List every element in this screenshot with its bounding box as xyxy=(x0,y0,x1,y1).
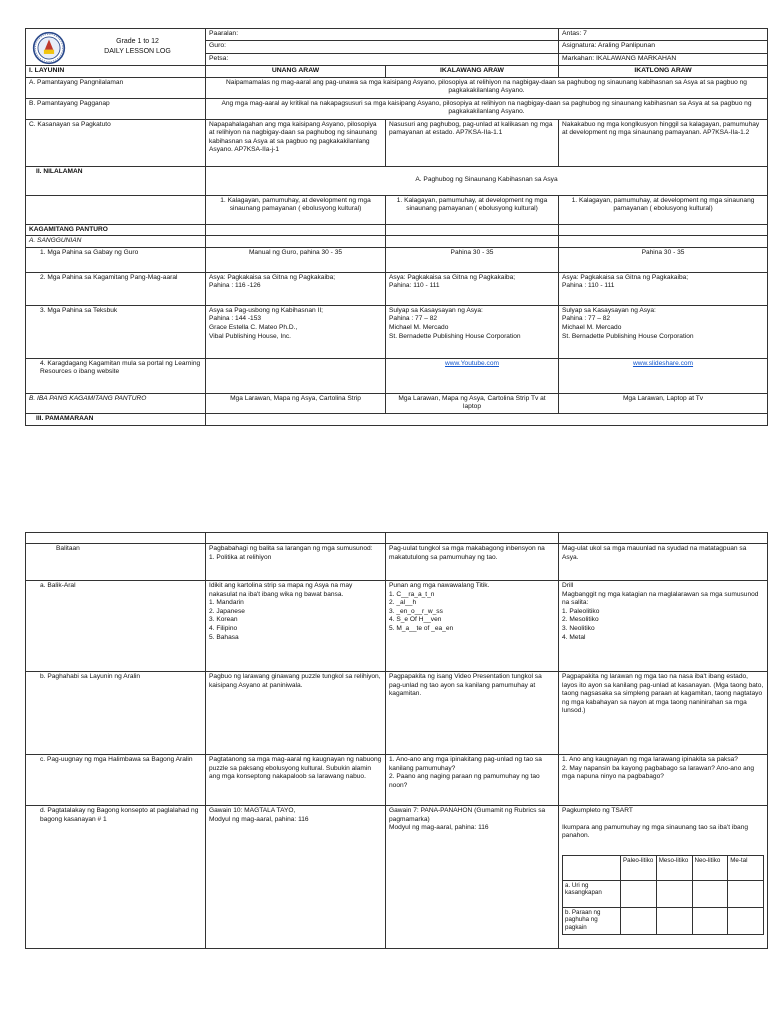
tsart-col-mesolitiko: Meso-litiko xyxy=(656,855,692,880)
teksbuk-row xyxy=(26,305,768,358)
pamamaraan-heading: III. PAMAMARAAN xyxy=(26,413,206,425)
kagamitan-row xyxy=(26,224,768,236)
dll-label: DAILY LESSON LOG xyxy=(104,48,171,55)
day3-cell: Drill Magbanggit ng mga katagian na maglalarawan sa mga sumusunod na salita: 1. Paleolitiko 2. Mesolitiko 3. Neolitiko 4. Metal xyxy=(559,581,768,672)
day2-cell: Punan ang mga nawawalang Titik. 1. C__ra_a_t_n 2. _al__h 3. _en_o__r_w_ss 4. S_e Of H__ven 5. M_a__te of _ea_en xyxy=(386,581,559,672)
row-label: B. Pamantayang Pagganap xyxy=(26,98,206,119)
lesson-log-page-1 xyxy=(25,28,767,426)
pagtatalakay-row xyxy=(26,806,768,949)
day2-cell: Gawain 7: PANA-PANAHON (Gumamit ng Rubrics sa pagmamarka) Modyul ng mag-aaral, pahina: 116 xyxy=(386,806,559,949)
sanggunian-heading: A. SANGGUNIAN xyxy=(26,236,206,248)
grade-label: Grade 1 to 12 xyxy=(116,38,159,45)
day2-cell: Mga Larawan, Mapa ng Asya, Cartolina Strip Tv at laptop xyxy=(386,393,559,413)
row-label: 1. Mga Pahina sa Gabay ng Guro xyxy=(26,247,206,272)
pamamaraan-row xyxy=(26,413,768,425)
youtube-link[interactable]: www.Youtube.com xyxy=(445,359,500,367)
layunin-heading: I. LAYUNIN xyxy=(26,66,206,78)
tsart-instruction: Ikumpara ang pamumuhay ng mga sinaunang tao sa iba't ibang panahon. xyxy=(562,823,749,840)
tsart-col-neolitiko: Neo-litiko xyxy=(692,855,728,880)
nilalaman-topic: A. Paghubog ng Sinaunang Kabihasnan sa Asya xyxy=(206,166,768,195)
pag-uugnay-row xyxy=(26,755,768,806)
tsart-cell[interactable] xyxy=(692,907,728,934)
day3-cell: Nakakabuo ng mga konglkusyon hinggil sa kalagayan, pamumuhay at development ng mga sinaunang pamayanan. AP7KSA-IIa-1.2 xyxy=(559,119,768,166)
balik-aral-row xyxy=(26,581,768,672)
row-label: d. Pagtatalakay ng Bagong konsepto at paglalahad ng bagong kasanayan # 1 xyxy=(26,806,206,949)
day3-cell: 1. Kalagayan, pamumuhay, at development ng mga sinaunang pamayanan ( ebolusyong kultural) xyxy=(559,195,768,224)
row-label: C. Kasanayan sa Pagkatuto xyxy=(26,119,206,166)
day2-cell: Pahina 30 - 35 xyxy=(386,247,559,272)
empty-header-row xyxy=(26,533,768,544)
day1-cell: 1. Kalagayan, pamumuhay, at development ng mga sinaunang pamayanan ( ebolusyong kultural) xyxy=(206,195,386,224)
day2-cell: 1. Kalagayan, pamumuhay, at development ng mga sinaunang pamayanan ( ebolusyong kultural) xyxy=(386,195,559,224)
lesson-log-table-1 xyxy=(25,28,768,426)
day2-cell: Sulyap sa Kasaysayan ng Asya: Pahina : 77 – 82 Michael M. Mercado St. Bernadette Publishing House Corporation xyxy=(386,305,559,358)
tsart-heading: Pagkumpleto ng TSART xyxy=(562,807,633,814)
nilalaman-sub-row xyxy=(26,195,768,224)
petsa-field[interactable]: Petsa: xyxy=(206,53,559,65)
row-content: Naipamamalas ng mag-aaral ang pag-unawa sa mga kaisipang Asyano, pilosopiya at relihiyon na nagbigay-daan sa paghubog ng sinaunang kabihasnan sa Asya at sa pagbuo ng pagkakakilanlang Asyano. xyxy=(206,77,768,98)
row-label: 3. Mga Pahina sa Teksbuk xyxy=(26,305,206,358)
header-row xyxy=(26,29,768,41)
kagamitang-mag-aaral-row xyxy=(26,272,768,305)
day2-cell: Pag-uulat tungkol sa mga makabagong inbensyon na makatutulong sa pamumuhay ng tao. xyxy=(386,544,559,581)
day3-cell: Sulyap sa Kasaysayan ng Asya: Pahina : 77 – 82 Michael M. Mercado St. Bernadette Publishing House Corporation xyxy=(559,305,768,358)
day1-cell: Pagbuo ng larawang ginawang puzzle tungkol sa relihiyon, kaisipang Asyano at paniniwala. xyxy=(206,672,386,755)
tsart-col-paleolitiko: Paleo-litiko xyxy=(621,855,657,880)
lesson-log-table-2 xyxy=(25,532,768,949)
day2-cell: 1. Ano-ano ang mga ipinakitang pag-unlad ng tao sa kanilang pamumuhay? 2. Paano ang naging paraan ng pamumuhay ng tao noon? xyxy=(386,755,559,806)
deped-seal-icon xyxy=(32,31,66,65)
day1-cell: Pagbabahagi ng balita sa larangan ng mga sumusunod: 1. Politika at relihiyon xyxy=(206,544,386,581)
row-content: Ang mga mag-aaral ay kritikal na nakapagsusuri sa mga kaisipang Asyano, pilosopiya at relihiyon na nagbigay-daan sa paghubog ng sinaunang kabihasnan sa Asya at sa pagbuo ng pagkakakilanlang Asyano. xyxy=(206,98,768,119)
tsart-table xyxy=(562,855,764,935)
lesson-log-page-2 xyxy=(25,532,767,949)
pamantayang-pagganap-row xyxy=(26,98,768,119)
tsart-row-label: b. Paraan ng paghuha ng pagkain xyxy=(563,907,621,934)
tsart-cell[interactable] xyxy=(692,880,728,907)
row-label: b. Paghahabi sa Layunin ng Aralin xyxy=(26,672,206,755)
day3-cell: Mga Larawan, Laptop at Tv xyxy=(559,393,768,413)
tsart-row xyxy=(563,907,764,934)
day1-cell: Manual ng Guro, pahina 30 - 35 xyxy=(206,247,386,272)
pamantayang-pangnilalaman-row xyxy=(26,77,768,98)
tsart-cell[interactable] xyxy=(621,880,657,907)
tsart-cell[interactable] xyxy=(621,907,657,934)
markahan-field[interactable]: Markahan: IKALAWANG MARKAHAN xyxy=(559,53,768,65)
gabay-guro-row xyxy=(26,247,768,272)
kasanayan-row xyxy=(26,119,768,166)
nilalaman-row xyxy=(26,166,768,195)
row-label: c. Pag-uugnay ng mga Halimbawa sa Bagong Aralin xyxy=(26,755,206,806)
day1-cell: Mga Larawan, Mapa ng Asya, Cartolina Strip xyxy=(206,393,386,413)
guro-field[interactable]: Guro: xyxy=(206,41,559,53)
day1-cell: Asya: Pagkakaisa sa Gitna ng Pagkakaiba; Pahina : 116 -126 xyxy=(206,272,386,305)
day3-heading: IKATLONG ARAW xyxy=(559,66,768,78)
tsart-row-label: a. Uri ng kasangkapan xyxy=(563,880,621,907)
slideshare-link[interactable]: www.slideshare.com xyxy=(632,359,694,367)
sanggunian-row xyxy=(26,236,768,248)
row-label: A. Pamantayang Pangnilalaman xyxy=(26,77,206,98)
day2-cell: Nasusuri ang paghubog, pag-unlad at kalikasan ng mga pamayanan at estado. AP7KSA-IIa-1.1 xyxy=(386,119,559,166)
tsart-cell[interactable] xyxy=(656,880,692,907)
day3-cell xyxy=(559,806,768,949)
day2-cell: Asya: Pagkakaisa sa Gitna ng Pagkakaiba; Pahina: 110 - 111 xyxy=(386,272,559,305)
day1-heading: UNANG ARAW xyxy=(206,66,386,78)
tsart-cell[interactable] xyxy=(728,880,764,907)
nilalaman-heading: II. NILALAMAN xyxy=(26,166,206,195)
day1-cell: Idikit ang kartolina strip sa mapa ng Asya na may nakasulat na iba't ibang wika ng bawat bansa. 1. Mandarin 2. Japanese 3. Korean 4. Filipino 5. Bahasa xyxy=(206,581,386,672)
day3-cell: Mag-ulat ukol sa mga mauunlad na syudad na matatagpuan sa Asya. xyxy=(559,544,768,581)
learning-resources-row xyxy=(26,358,768,393)
row-label: 2. Mga Pahina sa Kagamitang Pang-Mag-aaral xyxy=(26,272,206,305)
tsart-header-row xyxy=(563,855,764,880)
paghahabi-row xyxy=(26,672,768,755)
day3-cell: Asya: Pagkakaisa sa Gitna ng Pagkakaiba; Pahina : 110 - 111 xyxy=(559,272,768,305)
row-label: a. Balik-Aral xyxy=(26,581,206,672)
tsart-cell[interactable] xyxy=(728,907,764,934)
kagamitan-heading: KAGAMITANG PANTURO xyxy=(26,224,206,236)
asignatura-field[interactable]: Asignatura: Araling Panlipunan xyxy=(559,41,768,53)
school-header-cell xyxy=(26,29,206,66)
tsart-col-metal: Me-tal xyxy=(728,855,764,880)
day-header-row xyxy=(26,66,768,78)
day1-cell: Asya sa Pag-usbong ng Kabihasnan II; Pahina : 144 -153 Grace Estella C. Mateo Ph.D., Vibal Publishing House, Inc. xyxy=(206,305,386,358)
day2-cell: Pagpapakita ng isang Video Presentation tungkol sa pag-unlad ng tao ayon sa kanilang pamumuhay at kagamitan. xyxy=(386,672,559,755)
tsart-cell[interactable] xyxy=(656,907,692,934)
day1-cell: Gawain 10: MAGTALA TAYO, Modyul ng mag-aaral, pahina: 116 xyxy=(206,806,386,949)
antas-field[interactable]: Antas: 7 xyxy=(559,29,768,41)
day3-cell: Pagpapakita ng larawan ng mga tao na nasa iba't ibang estado, layos ito ayon sa kanilang pag-unlad at kasanayan. (Mga taong bato, taong nagsasaka sa simpleng paraan at kagamitan, taong nagtatayo ng mga kabahayan sa nayon at mga taong naninirahan sa mga lunsod.) xyxy=(559,672,768,755)
iba-pang-kagamitan-row xyxy=(26,393,768,413)
paaralan-field[interactable]: Paaralan: xyxy=(206,29,559,41)
tsart-row xyxy=(563,880,764,907)
balitaan-row xyxy=(26,544,768,581)
row-label: 4. Karagdagang Kagamitan mula sa portal ng Learning Resources o ibang website xyxy=(26,358,206,393)
row-label: B. IBA PANG KAGAMITANG PANTURO xyxy=(26,393,206,413)
row-label: Balitaan xyxy=(26,544,206,581)
day3-cell: Pahina 30 - 35 xyxy=(559,247,768,272)
day1-cell: Napapahalagahan ang mga kaisipang Asyano, pilosopiya at relihiyon na nagbigay-daan sa paghubog ng sinaunang kabihasnan sa Asya at sa pagbuo ng pagkakakilanlang Asyano. AP7KSA-IIa-j-1 xyxy=(206,119,386,166)
day2-heading: IKALAWANG ARAW xyxy=(386,66,559,78)
day1-cell: Pagtatanong sa mga mag-aaral ng kaugnayan ng nabuong puzzle sa paksang ebolusyong kultural. Subukin alamin ang mga konseptong nakapaloob sa larawang nabuo. xyxy=(206,755,386,806)
day3-cell: 1. Ano ang kaugnayan ng mga larawang ipinakita sa paksa? 2. May napansin ba kayong pagbabago sa larawan? Ano-ano ang mga napuna ninyo na pagbabago? xyxy=(559,755,768,806)
